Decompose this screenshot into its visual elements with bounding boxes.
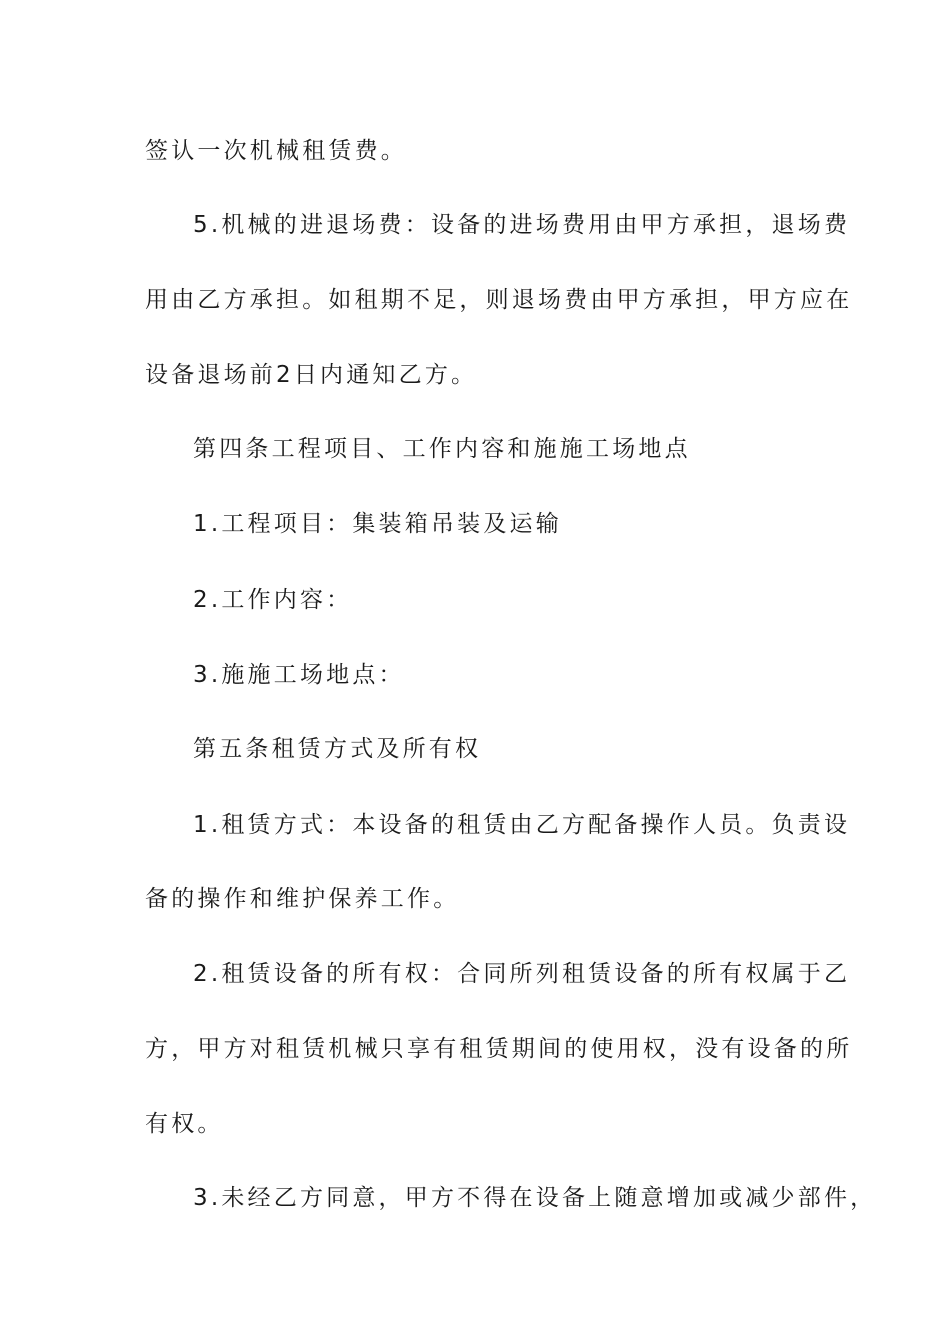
text-line-fee-confirmation: 签认一次机械租赁费。 [145,138,407,164]
section-heading-article-4: 第四条工程项目、工作内容和施施工场地点 [193,436,691,462]
text-line-work-content: 2.工作内容： [193,587,353,613]
text-line-operation-maintenance: 备的操作和维护保养工作。 [145,886,460,912]
text-line-lease-method: 1.租赁方式：本设备的租赁由乙方配备操作人员。负责设 [193,812,851,838]
text-line-site-location: 3.施施工场地点： [193,662,405,688]
text-line-exit-fee-burden: 用由乙方承担。如租期不足，则退场费由甲方承担，甲方应在 [145,287,853,313]
text-line-ownership: 2.租赁设备的所有权：合同所列租赁设备的所有权属于乙 [193,961,851,987]
text-line-exit-notice: 设备退场前2日内通知乙方。 [145,362,478,388]
text-line-ownership-end: 有权。 [145,1111,224,1137]
text-line-usage-right: 方，甲方对租赁机械只享有租赁期间的使用权，没有设备的所 [145,1036,853,1062]
text-line-project-item: 1.工程项目：集装箱吊装及运输 [193,511,562,537]
text-line-entry-exit-fee: 5.机械的进退场费：设备的进场费用由甲方承担，退场费 [193,212,851,238]
text-line-no-modification: 3.未经乙方同意，甲方不得在设备上随意增加或减少部件， [193,1185,877,1211]
section-heading-article-5: 第五条租赁方式及所有权 [193,736,482,762]
